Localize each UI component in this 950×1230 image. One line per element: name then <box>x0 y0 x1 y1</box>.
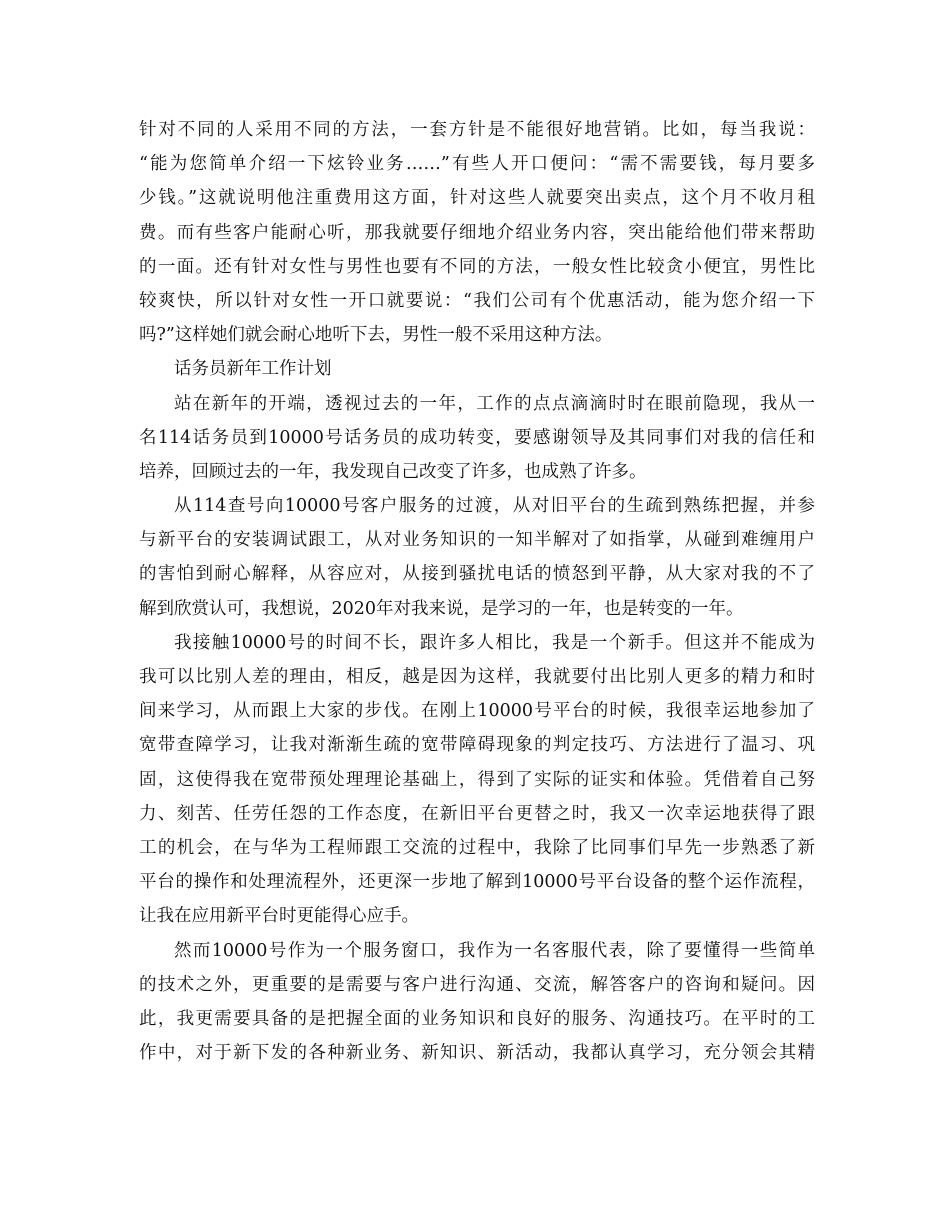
text-line: 力、刻苦、任劳任怨的工作态度，在新旧平台更替之时，我又一次幸运地获得了跟 <box>139 803 815 824</box>
text-line: 作中，对于新下发的各种新业务、新知识、新活动，我都认真学习，充分领会其精 <box>139 1043 815 1064</box>
text-line: 宽带查障学习，让我对渐渐生疏的宽带障碍现象的判定技巧、方法进行了温习、巩 <box>139 735 815 756</box>
text-line: 吗?”这样她们就会耐心地听下去，男性一般不采用这种方法。 <box>139 325 613 346</box>
text-line: 站在新年的开端，透视过去的一年，工作的点点滴滴时时在眼前隐现，我从一 <box>174 393 815 414</box>
text-line: 此，我更需要具备的是把握全面的业务知识和良好的服务、沟通技巧。在平时的工 <box>139 1008 815 1029</box>
text-line: 培养，回顾过去的一年，我发现自己改变了许多，也成熟了许多。 <box>139 461 647 482</box>
text-line: 的技术之外，更重要的是需要与客户进行沟通、交流，解答客户的咨询和疑问。因 <box>139 974 815 995</box>
text-line: 解到欣赏认可，我想说，2020年对我来说，是学习的一年，也是转变的一年。 <box>139 598 744 619</box>
text-line: 让我在应用新平台时更能得心应手。 <box>139 906 419 927</box>
text-line: 从114查号向10000号客户服务的过渡，从对旧平台的生疏到熟练把握，并参 <box>174 496 815 517</box>
text-line: 的一面。还有针对女性与男性也要有不同的方法，一般女性比较贪小便宜，男性比 <box>139 256 815 277</box>
text-line: 然而10000号作为一个服务窗口，我作为一名客服代表，除了要懂得一些简单 <box>174 940 815 961</box>
text-line: 针对不同的人采用不同的方法，一套方针是不能很好地营销。比如，每当我说： <box>139 120 815 140</box>
text-line: 少钱。”这就说明他注重费用这方面，针对这些人就要突出卖点，这个月不收月租 <box>139 188 815 209</box>
text-line: 较爽快，所以针对女性一开口就要说：“我们公司有个优惠活动，能为您介绍一下 <box>139 290 815 311</box>
text-line: 费。而有些客户能耐心听，那我就要仔细地介绍业务内容，突出能给他们带来帮助 <box>139 222 815 243</box>
text-line: 固，这使得我在宽带预处理理论基础上，得到了实际的证实和体验。凭借着自己努 <box>139 769 815 790</box>
document-body <box>139 113 815 1070</box>
text-line: 工的机会，在与华为工程师跟工交流的过程中，我除了比同事们早先一步熟悉了新 <box>139 837 815 858</box>
text-line: 的害怕到耐心解释，从容应对，从接到骚扰电话的愤怒到平静，从大家对我的不了 <box>139 564 815 585</box>
text-line: 话务员新年工作计划 <box>174 359 332 380</box>
text-line: “能为您简单介绍一下炫铃业务……”有些人开口便问：“需不需要钱，每月要多 <box>139 154 815 175</box>
text-line: 与新平台的安装调试跟工，从对业务知识的一知半解对了如指掌，从碰到难缠用户 <box>139 530 815 551</box>
text-line: 名114话务员到10000号话务员的成功转变，要感谢领导及其同事们对我的信任和 <box>139 427 815 448</box>
text-line: 间来学习，从而跟上大家的步伐。在刚上10000号平台的时候，我很幸运地参加了 <box>139 701 815 722</box>
text-line: 平台的操作和处理流程外，还更深一步地了解到10000号平台设备的整个运作流程， <box>139 872 815 893</box>
text-line: 我可以比别人差的理由，相反，越是因为这样，我就要付出比别人更多的精力和时 <box>139 667 815 687</box>
text-line: 我接触10000号的时间不长，跟许多人相比，我是一个新手。但这并不能成为 <box>174 632 815 653</box>
